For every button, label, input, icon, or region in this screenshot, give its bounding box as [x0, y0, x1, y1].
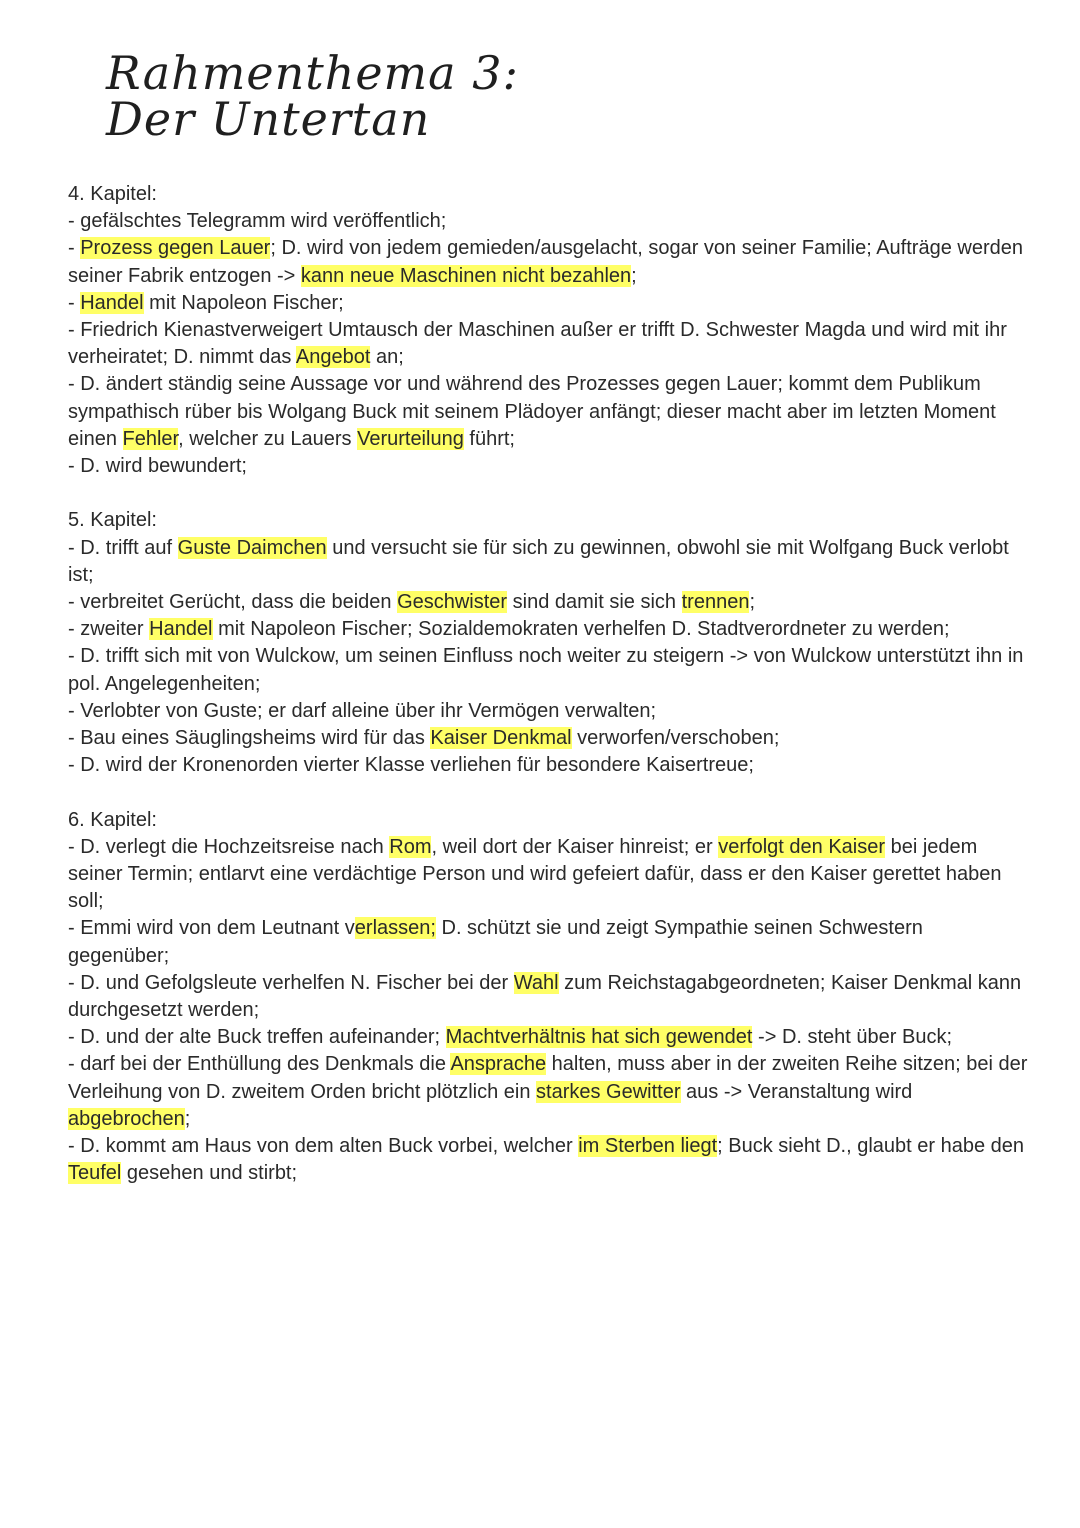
item-text: ; D. wird von jedem gemieden/ausgelacht, sogar von seiner Familie; Aufträge werden seiner Fabrik entzogen ->: [68, 237, 1023, 287]
highlighted-text: Wahl: [513, 971, 559, 994]
bullet-item: [68, 1133, 1028, 1187]
highlighted-text: im Sterben liegt: [578, 1135, 718, 1158]
bullet-item: [68, 235, 1028, 289]
item-text: verworfen/verschoben;: [571, 727, 780, 750]
bullet-item: [68, 834, 1028, 916]
chapter-section: [68, 181, 1028, 480]
bullet-item: [68, 1051, 1028, 1133]
bullet-item: [68, 915, 1028, 969]
item-text: mit Napoleon Fischer;: [143, 291, 344, 314]
bullet-item: [68, 725, 1028, 752]
item-text: - darf bei der Enthüllung des Denkmals die: [68, 1053, 451, 1076]
item-text: , weil dort der Kaiser hinreist; er: [431, 835, 719, 858]
chapter-heading: 5. Kapitel:: [68, 509, 157, 532]
highlighted-text: Ansprache: [450, 1053, 547, 1076]
item-text: - D. verlegt die Hochzeitsreise nach: [68, 835, 390, 858]
item-text: ;: [184, 1107, 191, 1130]
item-text: sind damit sie sich: [507, 591, 682, 614]
bullet-item: [68, 970, 1028, 1024]
item-text: bei jedem seiner Termin; entlarvt eine verdächtige Person und wird gefeiert dafür, dass er den Kaiser gerettet haben soll;: [68, 835, 1002, 913]
bullet-item: [68, 208, 1028, 235]
item-text: - verbreitet Gerücht, dass die beiden: [68, 591, 398, 614]
highlighted-text: Fehler: [122, 427, 179, 450]
item-text: halten, muss aber in der zweiten Reihe sitzen; bei der Verleihung von D. zweitem Orden bricht plötzlich ein: [68, 1053, 1028, 1103]
item-text: - D. und der alte Buck treffen aufeinander;: [68, 1026, 446, 1049]
bullet-item: [68, 643, 1028, 697]
bullet-item: [68, 616, 1028, 643]
item-text: ;: [749, 591, 756, 614]
highlighted-text: starkes Gewitter: [536, 1080, 681, 1103]
highlighted-text: Geschwister: [397, 591, 508, 614]
title-line-2: Der Untertan: [106, 92, 431, 146]
chapter-section: [68, 807, 1028, 1188]
bullet-item: [68, 698, 1028, 725]
item-text: ;: [631, 264, 637, 287]
bullet-item: [68, 752, 1028, 779]
item-text: führt;: [463, 427, 515, 450]
highlighted-text: Handel: [149, 618, 213, 641]
item-text: -> D. steht über Buck;: [752, 1026, 953, 1049]
highlighted-text: Teufel: [68, 1162, 122, 1185]
item-text: -: [68, 291, 81, 314]
item-text: - D. und Gefolgsleute verhelfen N. Fischer bei der: [68, 971, 514, 994]
highlighted-text: Rom: [389, 835, 432, 858]
highlighted-text: verfolgt den Kaiser: [718, 835, 886, 858]
item-text: - Emmi wird von dem Leutnant v: [68, 917, 355, 940]
chapter-section: [68, 507, 1028, 779]
bullet-item: [68, 589, 1028, 616]
highlighted-text: Verurteilung: [357, 427, 464, 450]
item-text: - D. wird der Kronenorden vierter Klasse verliehen für besondere Kaisertreue;: [68, 754, 754, 777]
item-text: und versucht sie für sich zu gewinnen, obwohl sie mit Wolfgang Buck verlobt ist;: [68, 536, 1009, 586]
chapter-heading: 4. Kapitel:: [68, 183, 157, 205]
highlighted-text: Kaiser Denkmal: [430, 727, 572, 750]
notes-content: [68, 181, 1028, 1215]
highlighted-text: trennen: [681, 591, 750, 614]
item-text: - D. trifft auf: [68, 536, 178, 559]
item-text: - Verlobter von Guste; er darf alleine über ihr Vermögen verwalten;: [68, 699, 657, 722]
bullet-item: [68, 290, 1028, 317]
chapter-heading: 6. Kapitel:: [68, 808, 157, 831]
item-text: - gefälschtes Telegramm wird veröffentlich;: [68, 210, 447, 233]
item-text: aus -> Veranstaltung wird: [680, 1080, 913, 1103]
bullet-item: [68, 317, 1028, 371]
bullet-item: [68, 453, 1028, 480]
item-text: ; Buck sieht D., glaubt er habe den: [717, 1135, 1025, 1158]
item-text: - Friedrich Kienastverweigert Umtausch der Maschinen außer er trifft D. Schwester Magda und wird mit ihr verheiratet; D. nimmt das: [68, 319, 1007, 369]
item-text: an;: [370, 346, 404, 369]
document-title: [106, 46, 519, 146]
item-text: - D. wird bewundert;: [68, 455, 247, 478]
item-text: - D. kommt am Haus von dem alten Buck vorbei, welcher: [68, 1135, 579, 1158]
item-text: D. schützt sie und zeigt Sympathie seinen Schwestern gegenüber;: [68, 917, 923, 967]
highlighted-text: Prozess gegen Lauer: [80, 237, 271, 260]
bullet-item: [68, 535, 1028, 589]
highlighted-text: erlassen;: [354, 917, 436, 940]
bullet-item: [68, 371, 1028, 453]
item-text: - zweiter: [68, 618, 150, 641]
item-text: - Bau eines Säuglingsheims wird für das: [68, 727, 431, 750]
item-text: - D. ändert ständig seine Aussage vor und während des Prozesses gegen Lauer; kommt dem Publikum sympathisch rüber bis Wolgang Buck mit seinem Plädoyer anfängt; dieser macht aber im letzten Moment einen: [68, 373, 996, 450]
item-text: , welcher zu Lauers: [178, 427, 358, 450]
item-text: - D. trifft sich mit von Wulckow, um seinen Einfluss noch weiter zu steigern -> von Wulckow unterstützt ihn in pol. Angelegenheiten;: [68, 645, 1024, 695]
item-text: mit Napoleon Fischer; Sozialdemokraten verhelfen D. Stadtverordneter zu werden;: [212, 618, 950, 641]
title-line-1: Rahmenthema 3:: [106, 46, 519, 100]
item-text: -: [68, 237, 81, 260]
bullet-item: [68, 1024, 1028, 1051]
highlighted-text: Handel: [80, 291, 144, 314]
highlighted-text: Angebot: [295, 346, 371, 369]
highlighted-text: abgebrochen: [68, 1107, 185, 1130]
highlighted-text: Guste Daimchen: [177, 536, 327, 559]
highlighted-text: Machtverhältnis hat sich gewendet: [445, 1026, 753, 1049]
highlighted-text: kann neue Maschinen nicht bezahlen: [300, 264, 632, 287]
item-text: zum Reichstagabgeordneten; Kaiser Denkmal kann durchgesetzt werden;: [68, 971, 1022, 1022]
item-text: gesehen und stirbt;: [121, 1162, 298, 1185]
